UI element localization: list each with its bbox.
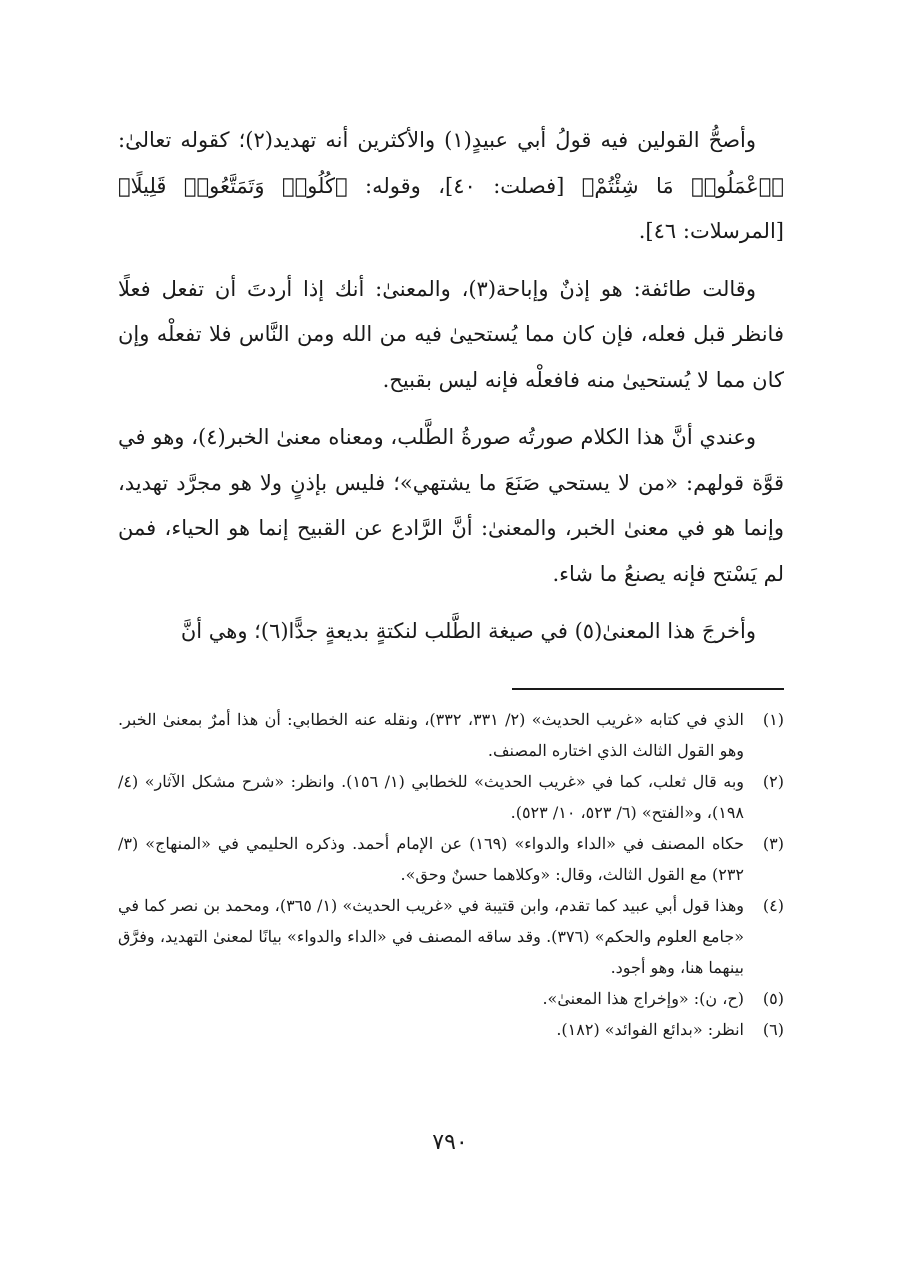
paragraph: وأخرجَ هذا المعنىٰ(٥) في صيغة الطَّلب لنكتةٍ بديعةٍ جدًّا(٦)؛ وهي أنَّ — [180, 619, 756, 643]
paragraph: وأصحُّ القولين فيه قولُ أبي عبيدٍ(١) والأكثرين أنه تهديد(٢)؛ كقوله تعالىٰ: ﴿ٱعْمَلُوا۟ مَا شِئْتُمْ﴾ [فصلت: ٤٠]، وقوله: ﴿كُلُوا۟ وَتَمَتَّعُوا۟ قَلِيلًا﴾ [المرسلات: ٤٦]. — [118, 128, 784, 243]
footnotes — [118, 704, 784, 1045]
page-number: ٧٩٠ — [432, 1130, 468, 1155]
footnote-number: (٤) — [762, 896, 784, 915]
footnote-number: (٦) — [762, 1020, 784, 1039]
footnote-text: انظر: «بدائع الفوائد» (١٨٢). — [556, 1020, 744, 1039]
footnote — [118, 766, 784, 828]
footnote-number: (١) — [762, 710, 784, 729]
footnote — [118, 704, 784, 766]
footnote-text: وبه قال ثعلب، كما في «غريب الحديث» للخطابي (١/ ١٥٦). وانظر: «شرح مشكل الآثار» (٤/ ١٩٨)، و«الفتح» (٦/ ٥٢٣، ١٠/ ٥٢٣). — [118, 772, 745, 822]
footnote — [118, 828, 784, 890]
footnote-number: (٣) — [762, 834, 784, 853]
footnote-number: (٢) — [762, 772, 784, 791]
paragraph: وقالت طائفة: هو إذنٌ وإباحة(٣)، والمعنىٰ: أنك إذا أردتَ أن تفعل فعلًا فانظر قبل فعله، فإن كان مما يُستحيىٰ فيه من الله ومن النَّاس فلا تفعلْه وإن كان مما لا يُستحيىٰ منه فافعلْه فإنه ليس بقبيح. — [118, 276, 784, 392]
footnote-text: الذي في كتابه «غريب الحديث» (٢/ ٣٣١، ٣٣٢)، ونقله عنه الخطابي: أن هذا أمرٌ بمعنىٰ الخبر. وهو القول الثالث الذي اختاره المصنف. — [118, 710, 744, 760]
paragraph: وعندي أنَّ هذا الكلام صورتُه صورةُ الطَّلب، ومعناه معنىٰ الخبر(٤)، وهو في قوَّة قولهم: «من لا يستحي صَنَعَ ما يشتهي»؛ فليس بإذنٍ ولا هو مجرَّد تهديد، وإنما هو في معنىٰ الخبر، والمعنىٰ: أنَّ الرَّادع عن القبيح إنما هو الحياء، فمن لم يَسْتح فإنه يصنعُ ما شاء. — [118, 425, 784, 586]
footnote — [118, 890, 784, 983]
footnote-divider — [512, 688, 784, 690]
main-text — [118, 118, 784, 655]
footnote-text: (ح، ن): «وإخراج هذا المعنىٰ». — [542, 989, 744, 1008]
footnote — [118, 983, 784, 1014]
footnote-number: (٥) — [762, 989, 784, 1008]
footnote-text: وهذا قول أبي عبيد كما تقدم، وابن قتيبة في «غريب الحديث» (١/ ٣٦٥)، ومحمد بن نصر كما في «جامع العلوم والحكم» (٣٧٦). وقد ساقه المصنف في «الداء والدواء» بيانًا لمعنىٰ التهديد، وفرَّق بينهما هنا، وهو أجود. — [118, 896, 745, 977]
footnote — [118, 1014, 784, 1045]
footnote-text: حكاه المصنف في «الداء والدواء» (١٦٩) عن الإمام أحمد. وذكره الحليمي في «المنهاج» (٣/ ٢٣٢) مع القول الثالث، وقال: «وكلاهما حسنٌ وحق». — [118, 834, 745, 884]
